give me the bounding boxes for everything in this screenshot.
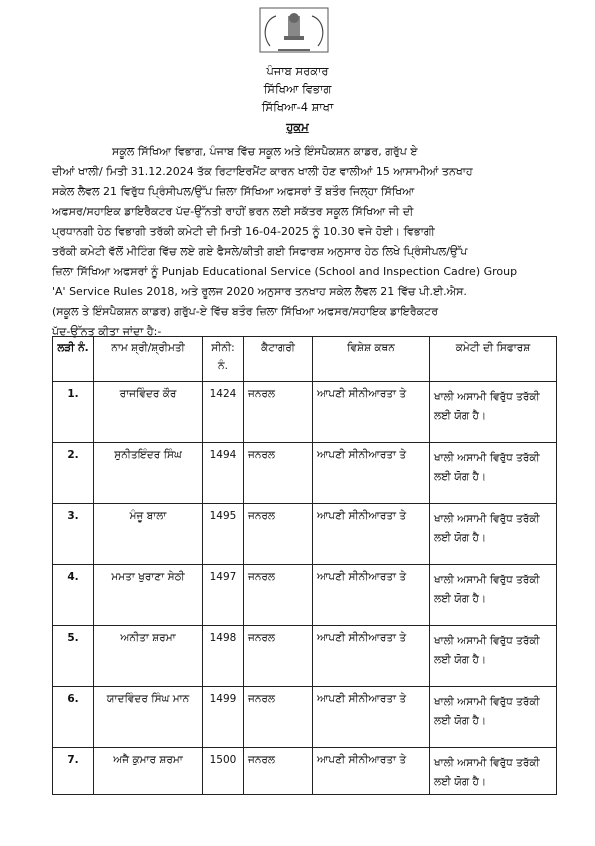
cell-recommendation: ਖਾਲੀ ਅਸਾਮੀ ਵਿਰੁੱਧ ਤਰੱਕੀ ਲਈ ਯੋਗ ਹੈ। xyxy=(430,687,557,748)
department-title: ਸਿੱਖਿਆ ਵਿਭਾਗ xyxy=(263,82,332,96)
cell-recommendation: ਖਾਲੀ ਅਸਾਮੀ ਵਿਰੁੱਧ ਤਰੱਕੀ ਲਈ ਯੋਗ ਹੈ। xyxy=(430,565,557,626)
cell-category: ਜਨਰਲ xyxy=(244,626,313,687)
cell-name: ਯਾਦਵਿੰਦਰ ਸਿੰਘ ਮਾਨ xyxy=(94,687,203,748)
cell-recommendation: ਖਾਲੀ ਅਸਾਮੀ ਵਿਰੁੱਧ ਤਰੱਕੀ ਲਈ ਯੋਗ ਹੈ। xyxy=(430,504,557,565)
col-header-recommendation: ਕਮੇਟੀ ਦੀ ਸਿਫਾਰਸ਼ xyxy=(430,337,557,382)
paragraph-line: ਅਫਸਰ/ਸਹਾਇਕ ਡਾਇਰੈਕਟਰ ਪੱਦ-ਉੱਨਤੀ ਰਾਹੀਂ ਭਰਨ ਲਈ ਸਕੱਤਰ ਸਕੂਲ ਸਿੱਖਿਆ ਜੀ ਦੀ xyxy=(52,205,414,218)
cell-name: ਅਜੈ ਕੁਮਾਰ ਸ਼ਰਮਾ xyxy=(94,748,203,795)
cell-sr: 3. xyxy=(53,504,94,565)
cell-recommendation: ਖਾਲੀ ਅਸਾਮੀ ਵਿਰੁੱਧ ਤਰੱਕੀ ਲਈ ਯੋਗ ਹੈ। xyxy=(430,748,557,795)
govt-title: ਪੰਜਾਬ ਸਰਕਾਰ xyxy=(266,64,329,78)
cell-sr: 7. xyxy=(53,748,94,795)
cell-remark: ਆਪਣੀ ਸੀਨੀਆਰਤਾ ਤੇ xyxy=(313,687,430,748)
paragraph-line: ਦੀਆਂ ਖਾਲੀ/ ਮਿਤੀ 31.12.2024 ਤੱਕ ਰਿਟਾਇਰਮੈਂਟ ਕਾਰਨ ਖਾਲੀ ਹੋਣ ਵਾਲੀਆਂ 15 ਆਸਾਮੀਆਂ ਤਨਖਾਹ xyxy=(52,165,473,178)
order-heading: ਹੁਕਮ xyxy=(286,120,309,134)
cell-remark: ਆਪਣੀ ਸੀਨੀਆਰਤਾ ਤੇ xyxy=(313,748,430,795)
cell-category: ਜਨਰਲ xyxy=(244,687,313,748)
order-paragraph xyxy=(52,142,552,342)
cell-category: ਜਨਰਲ xyxy=(244,504,313,565)
cell-recommendation: ਖਾਲੀ ਅਸਾਮੀ ਵਿਰੁੱਧ ਤਰੱਕੀ ਲਈ ਯੋਗ ਹੈ। xyxy=(430,443,557,504)
cell-seniority: 1498 xyxy=(203,626,244,687)
table-header-row xyxy=(53,337,557,382)
paragraph-line: ਸਕੂਲ ਸਿੱਖਿਆ ਵਿਭਾਗ, ਪੰਜਾਬ ਵਿੱਚ ਸਕੂਲ ਅਤੇ ਇੰਸਪੈਕਸ਼ਨ ਕਾਡਰ, ਗਰੁੱਪ ਏ xyxy=(112,145,418,158)
cell-name: ਸੁਨੀਤਇੰਦਰ ਸਿੰਘ xyxy=(94,443,203,504)
cell-seniority: 1500 xyxy=(203,748,244,795)
cell-sr: 1. xyxy=(53,382,94,443)
cell-name: ਮੰਜੂ ਬਾਲਾ xyxy=(94,504,203,565)
cell-sr: 4. xyxy=(53,565,94,626)
paragraph-line: ਪ੍ਰਧਾਨਗੀ ਹੇਠ ਵਿਭਾਗੀ ਤਰੱਕੀ ਕਮੇਟੀ ਦੀ ਮਿਤੀ 16-04-2025 ਨੂੰ 10.30 ਵਜੇ ਹੋਈ। ਵਿਭਾਗੀ xyxy=(52,225,435,238)
col-header-seniority: ਸੀਨੀ: ਨੰ. xyxy=(203,337,244,382)
government-emblem-icon xyxy=(258,6,330,58)
col-header-sr: ਲੜੀ ਨੰ. xyxy=(53,337,94,382)
cell-remark: ਆਪਣੀ ਸੀਨੀਆਰਤਾ ਤੇ xyxy=(313,565,430,626)
paragraph-line: 'A' Service Rules 2018, ਅਤੇ ਰੂਲਜ 2020 ਅਨੁਸਾਰ ਤਨਖਾਹ ਸਕੇਲ ਲੈਵਲ 21 ਵਿੱਚ ਪੀ.ਈ.ਐਸ. xyxy=(52,285,467,298)
cell-category: ਜਨਰਲ xyxy=(244,382,313,443)
table-row xyxy=(53,626,557,687)
paragraph-line: (ਸਕੂਲ ਤੇ ਇੰਸਪੈਕਸ਼ਨ ਕਾਡਰ) ਗਰੁੱਪ-ਏ ਵਿੱਚ ਬਤੌਰ ਜ਼ਿਲਾ ਸਿੱਖਿਆ ਅਫਸਰ/ਸਹਾਇਕ ਡਾਇਰੈਕਟਰ xyxy=(52,305,439,318)
cell-remark: ਆਪਣੀ ਸੀਨੀਆਰਤਾ ਤੇ xyxy=(313,443,430,504)
table-row xyxy=(53,687,557,748)
table-row xyxy=(53,565,557,626)
branch-title: ਸਿੱਖਿਆ-4 ਸ਼ਾਖਾ xyxy=(261,100,334,114)
cell-name: ਅਨੀਤਾ ਸ਼ਰਮਾ xyxy=(94,626,203,687)
cell-sr: 6. xyxy=(53,687,94,748)
cell-recommendation: ਖਾਲੀ ਅਸਾਮੀ ਵਿਰੁੱਧ ਤਰੱਕੀ ਲਈ ਯੋਗ ਹੈ। xyxy=(430,626,557,687)
table-row xyxy=(53,504,557,565)
cell-category: ਜਨਰਲ xyxy=(244,748,313,795)
cell-name: ਰਾਜਵਿੰਦਰ ਕੌਰ xyxy=(94,382,203,443)
table-row xyxy=(53,382,557,443)
promotion-table xyxy=(52,336,557,795)
cell-sr: 2. xyxy=(53,443,94,504)
col-header-remark: ਵਿਸ਼ੇਸ਼ ਕਥਨ xyxy=(313,337,430,382)
cell-remark: ਆਪਣੀ ਸੀਨੀਆਰਤਾ ਤੇ xyxy=(313,626,430,687)
cell-remark: ਆਪਣੀ ਸੀਨੀਆਰਤਾ ਤੇ xyxy=(313,382,430,443)
paragraph-line: ਜ਼ਿਲਾ ਸਿੱਖਿਆ ਅਫਸਰਾਂ ਨੂੰ Punjab Educational Service (School and Inspection Cadre) Group xyxy=(52,265,518,278)
cell-category: ਜਨਰਲ xyxy=(244,565,313,626)
cell-seniority: 1499 xyxy=(203,687,244,748)
cell-seniority: 1495 xyxy=(203,504,244,565)
paragraph-line: ਤਰੱਕੀ ਕਮੇਟੀ ਵੱਲੋਂ ਮੀਟਿੰਗ ਵਿੱਚ ਲਏ ਗਏ ਫੈਸਲੇ/ਕੀਤੀ ਗਈ ਸਿਫਾਰਸ਼ ਅਨੁਸਾਰ ਹੇਠ ਲਿਖੇ ਪ੍ਰਿੰਸੀਪਲ/ਉੱਪ xyxy=(52,245,468,258)
cell-recommendation: ਖਾਲੀ ਅਸਾਮੀ ਵਿਰੁੱਧ ਤਰੱਕੀ ਲਈ ਯੋਗ ਹੈ। xyxy=(430,382,557,443)
cell-sr: 5. xyxy=(53,626,94,687)
cell-seniority: 1497 xyxy=(203,565,244,626)
cell-remark: ਆਪਣੀ ਸੀਨੀਆਰਤਾ ਤੇ xyxy=(313,504,430,565)
cell-seniority: 1424 xyxy=(203,382,244,443)
table-row xyxy=(53,748,557,795)
col-header-category: ਕੈਟਾਗਰੀ xyxy=(244,337,313,382)
cell-seniority: 1494 xyxy=(203,443,244,504)
cell-category: ਜਨਰਲ xyxy=(244,443,313,504)
paragraph-line: ਪੱਦ-ਉੱਨਤ ਕੀਤਾ ਜਾਂਦਾ ਹੈ:- xyxy=(52,325,162,338)
col-header-name: ਨਾਮ ਸ਼੍ਰੀ/ਸ਼੍ਰੀਮਤੀ xyxy=(94,337,203,382)
paragraph-line: ਸਕੇਲ ਲੈਵਲ 21 ਵਿਰੁੱਧ ਪ੍ਰਿੰਸੀਪਲ/ਉੱਪ ਜ਼ਿਲਾ ਸਿੱਖਿਆ ਅਫਸਰਾਂ ਤੋਂ ਬਤੌਰ ਜਿਲ੍ਹਾ ਸਿੱਖਿਆ xyxy=(52,185,415,198)
cell-name: ਮਮਤਾ ਖੁਰਾਣਾ ਸੇਠੀ xyxy=(94,565,203,626)
table-row xyxy=(53,443,557,504)
